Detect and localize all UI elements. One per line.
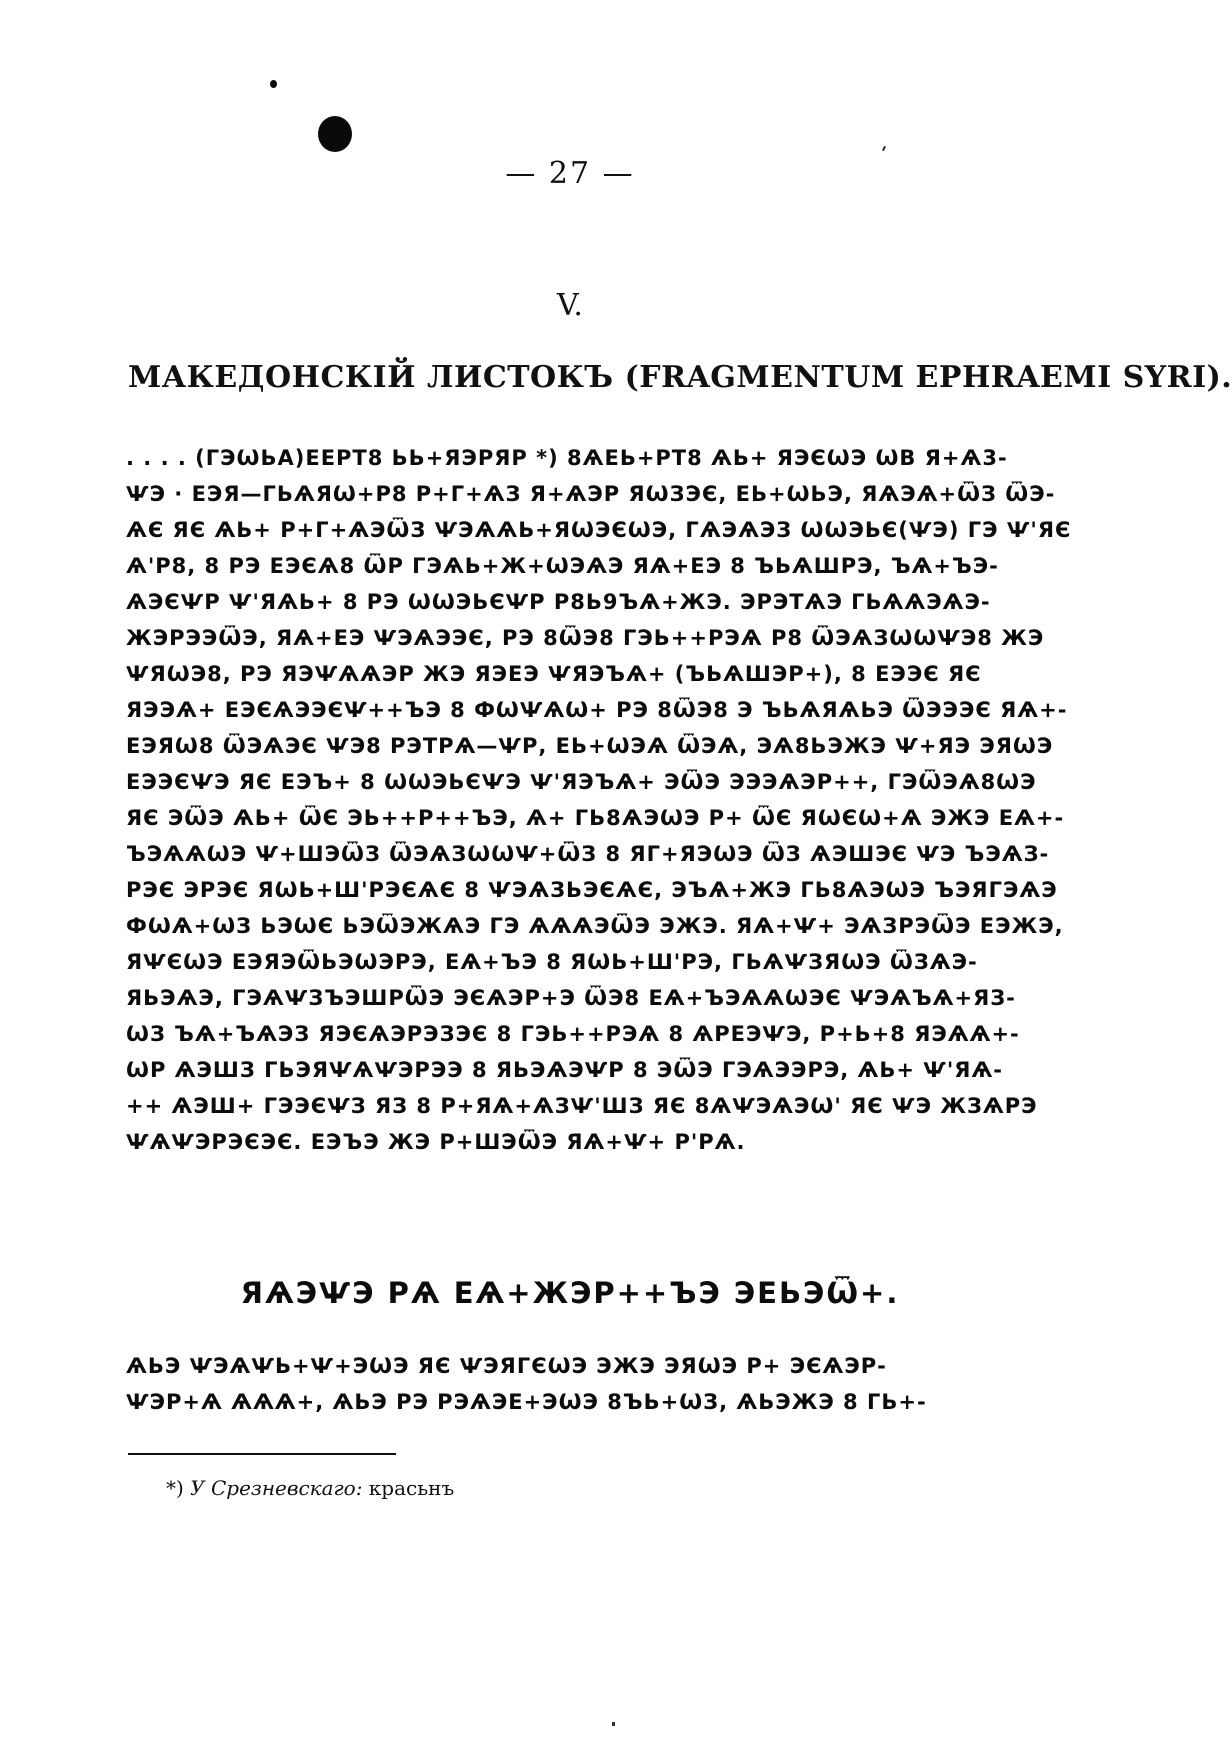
text-line: ЯѰЄѠЭ ЕЭЯЭѾЬЭѠЭРЭ, ЕѦ+ЪЭ 8 ЯѠЬ+Ш'РЭ, ГЬѦѰЗЯѠЭ ѾЗѦЭ- [126, 950, 978, 974]
text-line: ЖЭРЭЭѾЭ, ЯѦ+ЕЭ ѰЭѦЭЭЄ, РЭ 8ѾЭ8 ГЭЬ++РЭѦ Р8 ѾЭѦЗѠѠѰЭ8 ЖЭ [126, 626, 1045, 650]
text-line: ЯЬЭѦЭ, ГЭѦѰЗЪЭШРѾЭ ЭЄѦЭР+Э ѾЭ8 ЕѦ+ЪЭѦѦѠЭЄ ѰЭѦЪѦ+ЯЗ- [126, 986, 1016, 1010]
page-number: — 27 — [505, 156, 635, 191]
text-line: ЯЭЭѦ+ ЕЭЄѦЭЭЄѰ++ЪЭ 8 ФѠѰѦѠ+ РЭ 8ѾЭ8 Э ЪЬѦЯѦЬЭ ѾЭЭЭЄ ЯѦ+- [126, 698, 1068, 722]
footnote-divider [128, 1453, 396, 1455]
text-line: ѦЭЄѰР Ѱ'ЯѦЬ+ 8 РЭ ѠѠЭЬЄѰР Р8Ь9ЪѦ+ЖЭ. ЭРЭТѦЭ ГЬѦѦЭѦЭ- [126, 590, 991, 614]
text-line: ++ ѦЭШ+ ГЭЭЄѰЗ ЯЗ 8 Р+ЯѦ+ѦЗѰ'ШЗ ЯЄ 8ѦѰЭѦЭѠ' ЯЄ ѰЭ ЖЗѦРЭ [126, 1094, 1038, 1118]
text-line: ѠР ѦЭШЗ ГЬЭЯѰѦѰЭРЭЭ 8 ЯЬЭѦЭѰР 8 ЭѾЭ ГЭѦЭЭРЭ, ѦЬ+ Ѱ'ЯѦ- [126, 1058, 1003, 1082]
text-line: ЕЭЭЄѰЭ ЯЄ ЕЭЪ+ 8 ѠѠЭЬЄѰЭ Ѱ'ЯЭЪѦ+ ЭѾЭ ЭЭЭѦЭР++, ГЭѾЭѦ8ѠЭ [126, 770, 1037, 794]
text-line: ЪЭѦѦѠЭ Ѱ+ШЭѾЗ ѾЭѦЗѠѠѰ+ѾЗ 8 ЯГ+ЯЭѠЭ ѾЗ ѦЭШЭЄ ѰЭ ЪЭѦЗ- [126, 842, 1050, 866]
text-line: ЕЭЯѠ8 ѾЭѦЭЄ ѰЭ8 РЭТРѦ—ѰР, ЕЬ+ѠЭѦ ѾЭѦ, ЭѦ8ЬЭЖЭ Ѱ+ЯЭ ЭЯѠЭ [126, 734, 1054, 758]
footnote-text: красьнъ [362, 1476, 455, 1500]
ink-blot-small [270, 80, 277, 88]
text-line: . . . . (ГЭѠЬА)ЕЕРТ8 ЬЬ+ЯЭРЯР *) 8ѦЕЬ+РТ8 ѦЬ+ ЯЭЄѠЭ ѠΒ Я+Ѧ3- [126, 446, 1008, 470]
text-line: ѦЬЭ ѰЭѦѰЬ+Ѱ+ЭѠЭ ЯЄ ѰЭЯГЄѠЭ ЭЖЭ ЭЯѠЭ Р+ ЭЄѦЭР- [126, 1354, 887, 1378]
text-line: ФѠѦ+ѠЗ ЬЭѠЄ ЬЭѾЭЖѦЭ ГЭ ѦѦѦЭѾЭ ЭЖЭ. ЯѦ+Ѱ+ ЭѦЗРЭѾЭ ЕЭЖЭ, [126, 914, 1064, 938]
speck-mark [612, 1722, 615, 1726]
glagolitic-section-title: ЯѦЭѰЭ РѦ ЕѦ+ЖЭР++ЪЭ ЭЕЬЭѾ+. [240, 1276, 900, 1310]
text-line: ѰЭ · ЕЭЯ—ГЬѦЯѠ+Р8 Р+Г+ѦЗ Я+ѦЭР ЯѠЗЭЄ, ЕЬ+ѠЬЭ, ЯѦЭѦ+ѾЗ ѾЭ- [126, 482, 1056, 506]
ink-blot-large [318, 116, 352, 152]
speck-mark [882, 146, 886, 151]
text-line: ѰЭР+Ѧ ѦѦѦ+, ѦЬЭ РЭ РЭѦЭЕ+ЭѠЭ 8ЪЬ+ѠЗ, ѦЬЭЖЭ 8 ГЬ+- [126, 1390, 927, 1414]
section-number: V. [557, 288, 583, 323]
text-line: ѰѦѰЭРЭЄЭЄ. ЕЭЪЭ ЖЭ Р+ШЭѾЭ ЯѦ+Ѱ+ Р'РѦ. [126, 1130, 746, 1154]
chapter-heading: МАКЕДОНСКІЙ ЛИСТОКЪ (FRAGMENTUM EPHRAEMI SYRI). [128, 360, 1232, 395]
text-line: Ѧ'Р8, 8 РЭ ЕЭЄѦ8 ѾР ГЭѦЬ+Ж+ѠЭѦЭ ЯѦ+ЕЭ 8 ЪЬѦШРЭ, ЪѦ+ЪЭ- [126, 554, 999, 578]
footnote-marker: *) [166, 1476, 191, 1500]
footnote-source: У Срезневскаго: [190, 1476, 363, 1500]
footnote [166, 1476, 454, 1500]
text-line: РЭЄ ЭРЭЄ ЯѠЬ+Ш'РЭЄѦЄ 8 ѰЭѦЗЬЭЄѦЄ, ЭЪѦ+ЖЭ ГЬ8ѦЭѠЭ ЪЭЯГЭѦЭ [126, 878, 1058, 902]
text-line: ѦЄ ЯЄ ѦЬ+ Р+Г+ѦЭѾЗ ѰЭѦѦЬ+ЯѠЭЄѠЭ, ГѦЭѦЭЗ ѠѠЭЬЄ(ѰЭ) ГЭ Ѱ'ЯЄ [126, 518, 1072, 542]
text-line: ЯЄ ЭѾЭ ѦЬ+ ѾЄ ЭЬ++Р++ЪЭ, Ѧ+ ГЬ8ѦЭѠЭ Р+ ѾЄ ЯѠЄѠ+Ѧ ЭЖЭ ЕѦ+- [126, 806, 1065, 830]
text-line: ѠЗ ЪѦ+ЪѦЭЗ ЯЭЄѦЭРЭЗЭЄ 8 ГЭЬ++РЭѦ 8 ѦРЕЭѰЭ, Р+Ь+8 ЯЭѦѦ+- [126, 1022, 1020, 1046]
text-line: ѰЯѠЭ8, РЭ ЯЭѰѦѦЭР ЖЭ ЯЭЕЭ ѰЯЭЪѦ+ (ЪЬѦШЭР+), 8 ЕЭЭЄ ЯЄ [126, 662, 982, 686]
